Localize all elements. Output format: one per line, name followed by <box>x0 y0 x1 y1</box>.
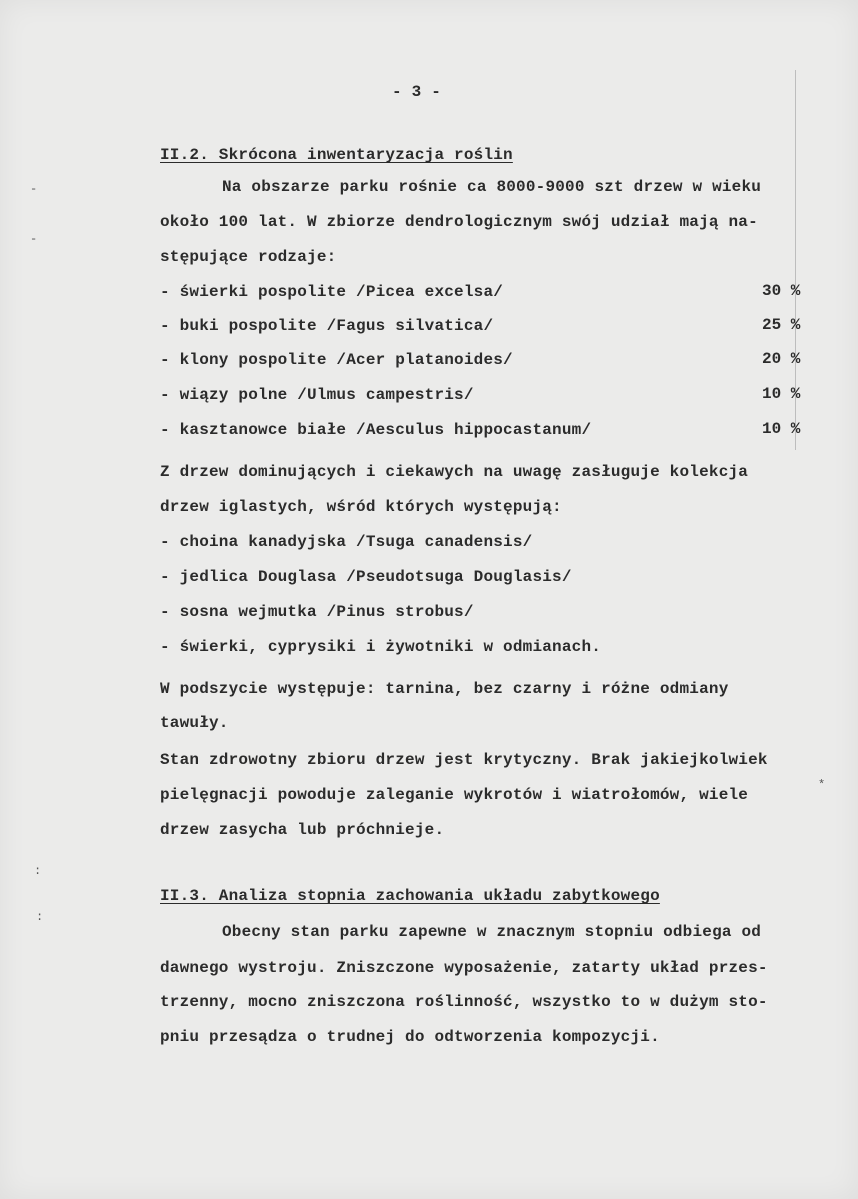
conifer-item: - jedlica Douglasa /Pseudotsuga Douglasis/ <box>160 568 572 586</box>
undergrowth-line: W podszycie występuje: tarnina, bez czarny i różne odmiany <box>160 680 729 698</box>
scan-speck: : <box>34 864 42 878</box>
species-name: - świerki pospolite /Picea excelsa/ <box>160 283 504 301</box>
scan-speck: - <box>30 182 38 196</box>
conifer-item: - choina kanadyjska /Tsuga canadensis/ <box>160 533 533 551</box>
species-name: - kasztanowce białe /Aesculus hippocastanum/ <box>160 421 592 439</box>
conifer-item: - sosna wejmutka /Pinus strobus/ <box>160 603 474 621</box>
intro-line: stępujące rodzaje: <box>160 248 337 266</box>
scan-speck: : <box>36 910 44 924</box>
page-number: - 3 - <box>392 83 442 101</box>
intro-line: Na obszarze parku rośnie ca 8000-9000 szt drzew w wieku <box>222 178 762 196</box>
analysis-line: Obecny stan parku zapewne w znacznym stopniu odbiega od <box>222 923 762 941</box>
health-line: Stan zdrowotny zbioru drzew jest krytyczny. Brak jakiejkolwiek <box>160 751 768 769</box>
health-line: drzew zasycha lub próchnieje. <box>160 821 445 839</box>
conifer-intro-line: Z drzew dominujących i ciekawych na uwagę zasługuje kolekcja <box>160 463 749 481</box>
intro-line: około 100 lat. W zbiorze dendrologicznym swój udział mają na- <box>160 213 758 231</box>
section-heading-2: II.2. Skrócona inwentaryzacja roślin <box>160 146 513 164</box>
analysis-line: trzenny, mocno zniszczona roślinność, wszystko to w dużym sto- <box>160 993 768 1011</box>
section-heading-3: II.3. Analiza stopnia zachowania układu zabytkowego <box>160 887 660 905</box>
undergrowth-line: tawuły. <box>160 714 229 732</box>
species-percent: 10 % <box>762 385 801 403</box>
scan-speck: * <box>818 778 826 792</box>
species-percent: 30 % <box>762 282 801 300</box>
species-name: - buki pospolite /Fagus silvatica/ <box>160 317 494 335</box>
species-percent: 10 % <box>762 420 801 438</box>
species-percent: 25 % <box>762 316 801 334</box>
scan-speck: - <box>30 232 38 246</box>
health-line: pielęgnacji powoduje zaleganie wykrotów i wiatrołomów, wiele <box>160 786 749 804</box>
species-name: - wiązy polne /Ulmus campestris/ <box>160 386 474 404</box>
conifer-item: - świerki, cyprysiki i żywotniki w odmianach. <box>160 638 602 656</box>
conifer-intro-line: drzew iglastych, wśród których występują: <box>160 498 562 516</box>
analysis-line: dawnego wystroju. Zniszczone wyposażenie, zatarty układ przes- <box>160 959 768 977</box>
species-name: - klony pospolite /Acer platanoides/ <box>160 351 513 369</box>
analysis-line: pniu przesądza o trudnej do odtworzenia kompozycji. <box>160 1028 660 1046</box>
species-percent: 20 % <box>762 350 801 368</box>
